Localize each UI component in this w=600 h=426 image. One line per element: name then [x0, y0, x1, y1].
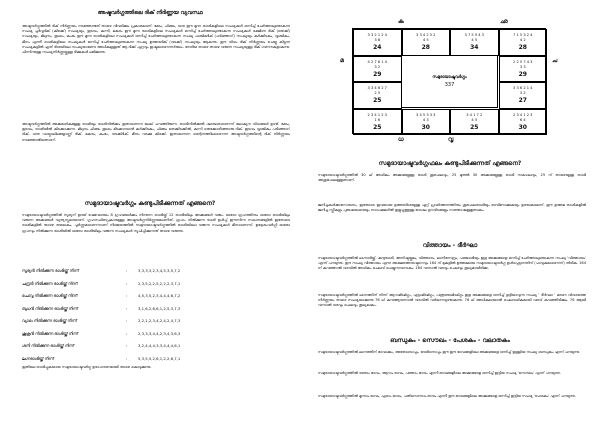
- chart-cell-total: 30: [518, 123, 527, 131]
- list-item-label: സൂര്യൻ നിൽക്കുന്ന രാശിയ്ക്ക് നിന്ന്: [22, 268, 79, 273]
- sign-label-top-1: ക: [398, 18, 404, 25]
- chart-cell-digits: 2 2 5 7 4 3: [513, 59, 533, 64]
- chart-cell-digits: 3 3 2 1 2 4: [367, 33, 387, 37]
- chart-cell-digits-2: 3 6: [374, 38, 381, 42]
- list-item-separator: :: [126, 355, 128, 361]
- direction-paragraph: അഷ്ടവർഗ്ഗത്തിൽ അക്കമാർകമ്മുള്ള രാശിയും രാശിനിൽക്കം ഇതാണെന്ന ലേഖ് പറഞ്ഞിരുന്ന. രാശിനിൽക്കൽ ഷാത്ഥരാണെന്ന് ലോക്യന വിധങ്ങൾ ഉണ്ട്. മേടം, ഇടവം, രാശിയിൽ കിടക്കാക്കന്ന. മിഥുനം ചിങ്ങം തുലാം മിടക്കാമ്പാൻ കർക്കിടകം, ചിങ്ങം തെക്കിടക്കിൽ, കന്നി തെക്കോഴിഞ്ഞാരു ദിക്. ഇടവം വൃശ്ചികം പടിഞ്ഞാറ് ദിക്. ധനു ഡയ്മാലിലയ്യോണ്ണ് ദിക്. മകരം, കംഭം, വടക്ക്ദിക്. മീനം വടക്കു കിഴക്ക്. ഇതാണെന്ന ദെന്റനത്തിലാണെന്ന അഷ്ടവർഗ്ഗത്തിന്റെ ദിക് നിർണ്ണയം നടത്തേണ്ടിയതാണ്.: [22, 122, 290, 142]
- chart-cell-right-1: [499, 56, 548, 83]
- chart-cell-bottom-1: [353, 109, 402, 136]
- sign-label-bottom-1: ധ: [398, 136, 404, 143]
- chart-cell-top-1: [353, 29, 402, 56]
- bandhukam-paragraph: സമുദായാഷ്ടവർഗ്ഗത്തിൽ ലഗ്നത്തിന് ഭാവാക്കം, അതോടൊപ്പം, ദേശിനൊപ്പം ഈ ഈ ഭാവങ്ങളിലെ അക്കങ്ങളെ ഒന്നിച്ച് ഇള്ളിയ സംഖ്യ ബന്ധുകം എന്ന് പറയുന്നു.: [318, 350, 580, 354]
- chart-cell-left-1: [353, 56, 402, 83]
- chart-cell-digits: 2 3 4 1 2 3: [367, 112, 387, 117]
- chart-cell-digits-2: 3 2: [519, 91, 526, 95]
- list-item: [22, 341, 222, 351]
- chart-cell-bottom-3: [450, 109, 499, 136]
- chart-cell-top-2: [402, 29, 451, 56]
- chart-cell-bottom-2: [402, 109, 451, 136]
- sign-label-bottom-2: വൃ: [448, 136, 454, 143]
- chart-cell-digits: 3 7 5 5 4 3: [464, 33, 484, 37]
- chart-cell-total: 29: [373, 70, 382, 78]
- list-item-separator: :: [126, 268, 128, 273]
- peshakam-paragraph: സമുദായാഷ്ടവർഗ്ഗത്തിൽ മൂന്നാം ഭാവം, ഏഴാം ഭാവം, പതിനൊന്നാം ഭാവം എന്നീ ഈ ഭാവങ്ങളിലെ അക്കങ്ങളെ ഒന്നിച്ച് ഇട്ടിയ സംഖ്യ 'പേശകം' എന്ന് പറയുന്നു.: [318, 394, 576, 398]
- deergha-paragraph: സമുദായാഷ്ടവർഗ്ഗത്തിൽ ലഗ്നത്തിന് നിന്ന് ആറാമിടമ്ഗ്ഗം, എട്ടാമിടമ്ഗ്ഗം, പന്ത്രണ്ടാമിടമ്ഗ്ഗം ഇള അക്കങ്ങളെ ഒന്നിച്ച് ഉദ്ദിയാവുന്ന സംഖ്യ ' ദീർഘാ ' മരണ വിവരത്തെ നിർണ്ണയം താഴെ സംഖ്യയാക്കുന്നു 76 ല് കറഞ്ഞുവന്നാൽ വരവിൽ വർദ്ധനവുണ്ടാകുന്നു. 76 ല് അധികമായാൽ ചെലവധികമായി വരവ് കറഞ്ഞിരിക്കും. 76 ആയി വന്നാൽ വരവും ചെലവും തുല്യമാകം.: [318, 293, 586, 308]
- soukham-paragraph: സമുദായാഷ്ടവർഗ്ഗത്തിൽ രണ്ടാം ഭാവം, ആറാം ഭാവം, പത്താം ഭാവം എന്നീ ഭാവങ്ങളിലെ അക്കങ്ങളെ ഒന്നിച്ച് ഇട്ടിയ സംഖ്യ 'സൌഖം' എന്ന് പറയുന്നു.: [318, 371, 561, 375]
- chart-cell-digits-2: 4 5: [422, 38, 429, 42]
- chart-cell-total: 28: [518, 44, 527, 51]
- vittayam-paragraph: സമുദായാഷ്ടവർഗ്ഗത്തിൽ ലഗ്നാദിയ്ക്ക്, കന്ദുരാശി, അനിഷ്ടയ്ക്കമം, വിത്താരം, ലഗ്നിന്നേന്ദ്രം, പഞ്ചാശിയും ഇള അക്കങ്ങളെ ഒന്നിച്ച് ചേർത്താലുണ്ടാകന്ന സംഖ്യ 'വിത്തായം' എന്ന് പറയുന്നു. ഈ സംഖ്യ വിത്തായം എന്ന അക്ഷരത്തനുഷ്ഠാനവും 164 ന് മുകളിൽ ഉത്തമമായ സമുദായാഷ്ടവർഗ്ഗ ഉൾപ്പെടുന്നതിന് (പാവുകമാണെന്ന്) തിരിക. 164 ന് കറഞ്ഞാൽ വരവിൽ അധികം ചെലവ് ചെയ്യുന്നവനാകം. 164 വന്നാൽ വരവും ചെലവും തുല്യമായിരിക്ക.: [318, 256, 586, 271]
- chart-cell-digits-2: 4 2: [519, 38, 526, 42]
- section-title-vittayam: വിത്തായം - ദീർഘാ: [422, 242, 478, 249]
- chart-cell-digits-2: 2 5: [374, 91, 381, 95]
- list-item-label: ബുധൻ നിൽക്കുന്ന രാശിയ്ക്ക് നിന്ന്: [22, 305, 79, 311]
- list-item-separator: :: [126, 305, 128, 311]
- section-title-phalam: സമുദായാഷ്ടവർഗ്ഗഫലം കണ്ടുപിടിക്കുന്നത് എങ്ങനെ?: [378, 160, 522, 167]
- list-item-value: 2,2,1,2,3,4,2,4,2,4,7,3: [138, 318, 181, 323]
- chart-cell-top-3: [450, 29, 499, 56]
- chart-cell-total: 25: [470, 123, 479, 131]
- chart-cell-total: 25: [373, 123, 382, 131]
- list-item-value: 4,5,3,5,2,3,4,4,4,6,7,2: [138, 293, 181, 298]
- chart-cell-digits-2: 4 5: [471, 117, 478, 122]
- chart-cell-digits: 4 2 7 6 1 4: [367, 59, 387, 64]
- list-item-separator: :: [126, 280, 128, 286]
- chart-cell-total: 34: [470, 44, 479, 51]
- list-item: [22, 266, 222, 276]
- phalam-paragraph: സമുദായാഷ്ടവർഗ്ഗത്തിൽ 30 ല് അധികം അക്കങ്ങളുള്ള രാശി ശുഭഫലവും, 25 മുതൽ 30 അക്കങ്ങളുള്ള രാശി സമഫലവും, 25 ന് താഴെയുള്ള രാശി അശുഭഫലമുള്ളതാണ്.: [318, 173, 586, 183]
- list-item: [22, 316, 222, 326]
- chart-cell-digits: 3 4 1 7 2: [466, 112, 483, 117]
- janma-paragraph: ജനിച്ചകൾക്കനുസരണം, ഇതോടെ ഇവയായ ഉത്തരദിശയുള്ള ഏറ്റ് പ്രവർത്തനത്തിനും ശുഭഫലരാശിയും ഭാവിനോക്കുകയും ഉണ്ടാകുമെന്ന്. ഈ ഉത്തമ രാശികളിൽ ജനിച്ച സ്ത്രീകളും പുരുഷന്മാരെയും നാഡക്ഷഗിൽ ഇളുപ്പത്തുള്ള ദോഷം ഉറവിടങ്ങളും സന്തോഷമുള്ളതാകം.: [318, 203, 586, 213]
- chart-cell-digits: 3 3 6 2 1 4: [513, 86, 533, 90]
- intro-paragraph: അഷ്ടവർഗ്ഗത്തിൽ ദിക് നിർണ്ണയം നടത്തേണ്ടത് താഴെ വിവരിക്കും പ്രകാരമാണ്. മേടം, ചിങ്ങം, ധനു ഈ മൂന്ന രാശികളിലെ സംഖ്യകൾ ഒന്നിച്ച് ചേർത്താലുണ്ടാകന്ന സംഖ്യ പൂർവ്വദിക് (കിഴക്ക്) സംഖ്യയും, ഇടവം, കന്നി, മകരം ഈ മൂന്ന രാശികളിലെ സംഖ്യകൾ ഒന്നിച്ച് ചേർത്താലുണ്ടാകന്ന സംഖ്യകൾ ദക്ഷിണ ദിക് (തെക്ക്) സംഖ്യയും, മിഥുനം, തുലാം, കംഭം ഈ മൂന്ന രാശികളിലെ സംഖ്യകൾ ഒന്നിച്ച് ചേർത്താലുണ്ടാകന്ന സംഖ്യ പശ്ചിമദിക് (പടിഞ്ഞാറ്) സംഖ്യയും കർക്കിടകം, വൃശ്ചികം, മീനം എന്നീ രാശികളിലെ സംഖ്യകൾ ഒന്നിച്ച് ചേർത്താലുണ്ടാകന്ന സംഖ്യ ഉത്തരദിക് (വടക്ക്) സംഖ്യയും ആകന്നു. ഈ വിധം ദിക് നിർണ്ണയം ചെയ്ത കിട്ടുന്ന സംഖ്യകളിൽ ഏത് ദിശയിലെ സംഖ്യയാണോ അധികമുള്ളത് ആ ദിക്ക് ഏറ്റവും ഇഷ്ടമാണെന്നർത്ഥം. നേരിയ താഴെ താഴെ വരുന്ന സംഖ്യയുള്ള ദിക് ഗണനകളാകുന്നു. ചിന്നിന്നുള്ള സംഖ്യനിർണ്ണയ്ക്കുള്ള ദിക്കുകൾ ലഭിക്കുന്നു.: [22, 24, 290, 55]
- chart-cell-bottom-4: [499, 109, 548, 136]
- list-item-label: ശനി നിൽക്കുന്ന രാശിയ്ക്ക് നിന്ന്: [22, 343, 75, 348]
- chart-cell-left-2: [353, 82, 402, 109]
- section-title-samudaya: സമുദായാഷ്ടവർഗ്ഗം കണ്ടുപിടിക്കുന്നത് എങ്ങനെ?: [84, 200, 216, 207]
- list-item-label: ലഗ്നരാശിയ്ക്ക് നിന്ന്: [22, 355, 54, 361]
- section-title-bandhukam: ബന്ധുകം - സൌഖം - പേശകം - വലാതകം: [390, 337, 510, 344]
- samudaya-chart: [352, 28, 546, 134]
- list-item-value: 5,3,5,5,2,6,1,2,2,6,7,1: [138, 355, 181, 361]
- list-item: [22, 304, 222, 314]
- chart-cell-digits-2: 4 3: [422, 117, 429, 122]
- chart-center-title: സമുദായാഷ്ടവർഗ്ഗം: [432, 74, 467, 79]
- list-item-value: 3,3,3,3,2,3,4,5,3,5,7,2: [138, 268, 181, 273]
- page-title: അഷ്ടവർഗ്ഗത്തിലെ ദിക് നിർണ്ണയ വ്യവസ്ഥ: [97, 10, 203, 16]
- list-item-value: 2,3,3,3,4,4,2,3,4,3,6,3: [138, 330, 181, 336]
- chart-cell-digits-2: 3 3: [519, 64, 526, 69]
- chart-cell-digits: 3 4 5 3 3 3: [416, 112, 436, 117]
- list-item-value: 3,2,4,4,4,3,3,4,4,4,6,1: [138, 343, 181, 348]
- sign-label-top-2: ഛ: [500, 18, 508, 25]
- list-item-separator: :: [126, 330, 128, 336]
- chart-cell-digits-2: 3 2: [374, 64, 381, 69]
- chart-cell-digits: 3 3 4 2 5 2: [416, 33, 436, 37]
- samudaya-paragraph: സമുദായാഷ്ടവർഗ്ഗത്തിൽ സൂര്യന് ഉദയ് ഷേവോദയം 8 ഗ്രഹങ്ങൾക്കം നിന്നുന്ന രാശിയ്ക്ക് 12 രാശിയിലും അക്കങ്ങൾ വരും. ഓരോ ഗ്രഹത്തിനും ഓരോ രാശിയിലും വരുന്ന അക്കങ്ങൾ വ്യത്യസ്തമായാണ്. ഗൃഹസ്ഥിതപ്രകാരമുള്ള അഷ്ടവർഗ്ഗനിർണ്ണയമാണിത്. ഗ്രഹം നിൽക്കുന്ന രാശി ഉൾപ്പ് ഈന്നിന്ന സ്ഥാനങ്ങളിൽ ഇതോടെ രാശികളിൽ താഴെ തരമാകം. പൂർണ്ണമാണെന്നാണ് നിശ്ചയത്തിൽ സമുദായാഷ്ടവർഗ്ഗത്തിൽ രാശിയിലെ വരുന്ന സംഖ്യകൾ മീനാണെന്ന്. ഉദ്ദേശംവർഗ്ഗി ഓരോ ഗ്രഹവും നിൽക്കുന്ന രാശിയിൽ ഓരോ രാശിയിലും വരുന്ന സംഖ്യകൾ സൂചിപ്പിക്കുന്നത് താഴെ വരുന്നു.: [22, 213, 290, 233]
- chart-cell-digits: 2 3 4 1 2 3: [513, 112, 533, 117]
- example-note: ഇതിലെ രാശിപ്പുകയായ സമുദായാഷ്ടവർഗ്ഗ ഉദാഹരണമായി താഴെ കൊടുക്കുന്നു.: [22, 365, 152, 369]
- list-item-separator: :: [126, 318, 128, 323]
- chart-cell-digits-2: 4 5: [471, 38, 478, 42]
- chart-center: [401, 55, 498, 108]
- chart-cell-digits-2: 1 6: [374, 117, 381, 122]
- chart-cell-total: 30: [421, 123, 430, 131]
- list-item-label: വ്യാഴം നിൽക്കുന്ന രാശിയ്ക്ക് നിന്ന്: [22, 318, 77, 323]
- chart-cell-total: 25: [373, 97, 382, 104]
- chart-cell-total: 29: [518, 70, 527, 78]
- list-item-value: 2,3,5,2,2,5,2,2,2,3,7,1: [138, 280, 181, 286]
- list-item: [22, 291, 222, 301]
- list-item-separator: :: [126, 293, 128, 298]
- sign-label-left: മ: [340, 57, 344, 64]
- chart-cell-digits-2: 6 4: [519, 117, 526, 122]
- list-item: [22, 329, 222, 339]
- list-item-separator: :: [126, 343, 128, 348]
- list-item: [22, 279, 222, 289]
- chart-cell-digits: 7 1 5 3 2 4: [513, 33, 533, 37]
- sign-label-right: ച: [552, 57, 558, 64]
- chart-cell-total: 24: [373, 44, 382, 51]
- list-item-label: ചൊവ്വ നിൽക്കുന്ന രാശിയ്ക്ക് നിന്ന്: [22, 293, 78, 298]
- chart-cell-digits: 3 3 4 6 2 7: [367, 86, 387, 90]
- chart-center-total: 337: [444, 82, 455, 88]
- chart-cell-top-4: [499, 29, 548, 56]
- chart-cell-total: 28: [421, 44, 430, 51]
- list-item-label: ചന്ദ്രൻ നിൽക്കുന്ന രാശിയ്ക്ക് നിന്ന്: [22, 280, 78, 286]
- chart-cell-right-2: [499, 82, 548, 109]
- list-item: [22, 354, 222, 364]
- list-item-value: 3,1,6,2,6,6,1,2,5,3,7,3: [138, 305, 181, 311]
- chart-cell-total: 27: [518, 97, 527, 104]
- list-item-label: ശുക്രൻ നിൽക്കുന്ന രാശിയ്ക്ക് നിന്ന്: [22, 330, 79, 336]
